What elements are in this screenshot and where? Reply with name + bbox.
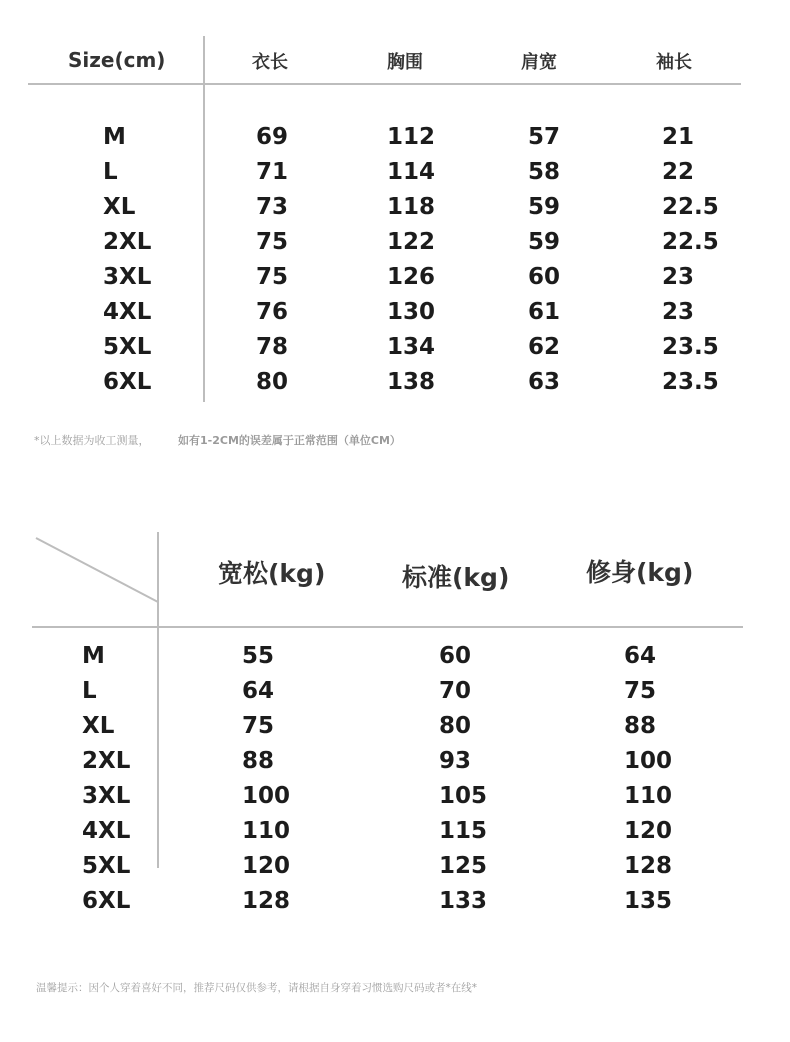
measure-cell-sleeve: 23.5: [662, 369, 719, 395]
measure-cell-length: 69: [256, 124, 289, 150]
corner-diagonal: [34, 536, 164, 606]
weight-cell-slim: 110: [624, 783, 673, 809]
weight-cell-size: 2XL: [82, 748, 131, 774]
header-divider: [28, 83, 741, 85]
measure-cell-size: L: [103, 159, 118, 185]
measure-cell-shoulder: 59: [528, 229, 561, 255]
measure-cell-size: M: [103, 124, 126, 150]
weight-cell-loose: 120: [242, 853, 291, 879]
measure-cell-shoulder: 63: [528, 369, 561, 395]
measure-cell-length: 75: [256, 264, 289, 290]
measure-cell-chest: 112: [387, 124, 436, 150]
measure-cell-length: 75: [256, 229, 289, 255]
weight-cell-loose: 55: [242, 643, 275, 669]
col-header-shoulder: 肩宽: [521, 52, 557, 73]
weight-cell-standard: 115: [439, 818, 488, 844]
col-header-loose: 宽松(kg): [218, 559, 326, 588]
measure-cell-size: 6XL: [103, 369, 152, 395]
measure-cell-chest: 134: [387, 334, 436, 360]
weight-size-column-divider: [157, 532, 159, 868]
measure-cell-size: 4XL: [103, 299, 152, 325]
measure-cell-length: 78: [256, 334, 289, 360]
weight-cell-slim: 135: [624, 888, 673, 914]
weight-cell-standard: 125: [439, 853, 488, 879]
measure-cell-size: 3XL: [103, 264, 152, 290]
measure-cell-length: 76: [256, 299, 289, 325]
measure-cell-shoulder: 62: [528, 334, 561, 360]
col-header-size: Size(cm): [68, 48, 166, 72]
weight-cell-size: L: [82, 678, 97, 704]
measure-cell-shoulder: 58: [528, 159, 561, 185]
measure-cell-chest: 122: [387, 229, 436, 255]
measure-cell-length: 80: [256, 369, 289, 395]
weight-header-divider: [32, 626, 743, 628]
measure-cell-sleeve: 23.5: [662, 334, 719, 360]
weight-cell-standard: 80: [439, 713, 472, 739]
weight-cell-size: 3XL: [82, 783, 131, 809]
measure-cell-shoulder: 61: [528, 299, 561, 325]
measure-cell-sleeve: 23: [662, 299, 695, 325]
measure-cell-chest: 118: [387, 194, 436, 220]
measure-cell-sleeve: 23: [662, 264, 695, 290]
measure-cell-sleeve: 22: [662, 159, 695, 185]
measure-cell-length: 73: [256, 194, 289, 220]
measure-cell-chest: 138: [387, 369, 436, 395]
measure-cell-shoulder: 60: [528, 264, 561, 290]
weight-cell-slim: 100: [624, 748, 673, 774]
weight-cell-slim: 88: [624, 713, 657, 739]
weight-cell-slim: 75: [624, 678, 657, 704]
measure-cell-sleeve: 22.5: [662, 229, 719, 255]
weight-cell-size: M: [82, 643, 105, 669]
weight-cell-size: 5XL: [82, 853, 131, 879]
col-header-chest: 胸围: [387, 52, 423, 73]
weight-cell-slim: 64: [624, 643, 657, 669]
col-header-sleeve: 袖长: [656, 52, 692, 73]
weight-cell-standard: 93: [439, 748, 472, 774]
weight-cell-standard: 70: [439, 678, 472, 704]
weight-cell-size: XL: [82, 713, 115, 739]
size-column-divider: [203, 36, 205, 402]
weight-cell-slim: 120: [624, 818, 673, 844]
weight-cell-standard: 133: [439, 888, 488, 914]
weight-cell-loose: 75: [242, 713, 275, 739]
measure-cell-sleeve: 21: [662, 124, 695, 150]
weight-cell-loose: 110: [242, 818, 291, 844]
measure-cell-size: XL: [103, 194, 136, 220]
col-header-slim: 修身(kg): [586, 558, 694, 587]
weight-cell-loose: 128: [242, 888, 291, 914]
weight-cell-standard: 60: [439, 643, 472, 669]
measure-cell-sleeve: 22.5: [662, 194, 719, 220]
measure-note-left: *以上数据为收工测量，: [34, 434, 150, 447]
measure-cell-chest: 126: [387, 264, 436, 290]
weight-cell-loose: 64: [242, 678, 275, 704]
col-header-standard: 标准(kg): [402, 563, 510, 592]
weight-cell-size: 6XL: [82, 888, 131, 914]
measure-cell-shoulder: 59: [528, 194, 561, 220]
measure-cell-size: 2XL: [103, 229, 152, 255]
weight-cell-loose: 100: [242, 783, 291, 809]
weight-cell-standard: 105: [439, 783, 488, 809]
measure-cell-chest: 114: [387, 159, 436, 185]
col-header-length: 衣长: [252, 52, 288, 73]
weight-cell-loose: 88: [242, 748, 275, 774]
measure-cell-size: 5XL: [103, 334, 152, 360]
weight-footer-note: 温馨提示：因个人穿着喜好不同，推荐尺码仅供参考，请根据自身穿着习惯选购尺码或者*在线*: [36, 982, 477, 994]
measure-note-right: 如有1-2CM的误差属于正常范围（单位CM）: [178, 434, 401, 447]
measure-cell-length: 71: [256, 159, 289, 185]
measure-cell-shoulder: 57: [528, 124, 561, 150]
weight-cell-slim: 128: [624, 853, 673, 879]
measure-cell-chest: 130: [387, 299, 436, 325]
weight-cell-size: 4XL: [82, 818, 131, 844]
